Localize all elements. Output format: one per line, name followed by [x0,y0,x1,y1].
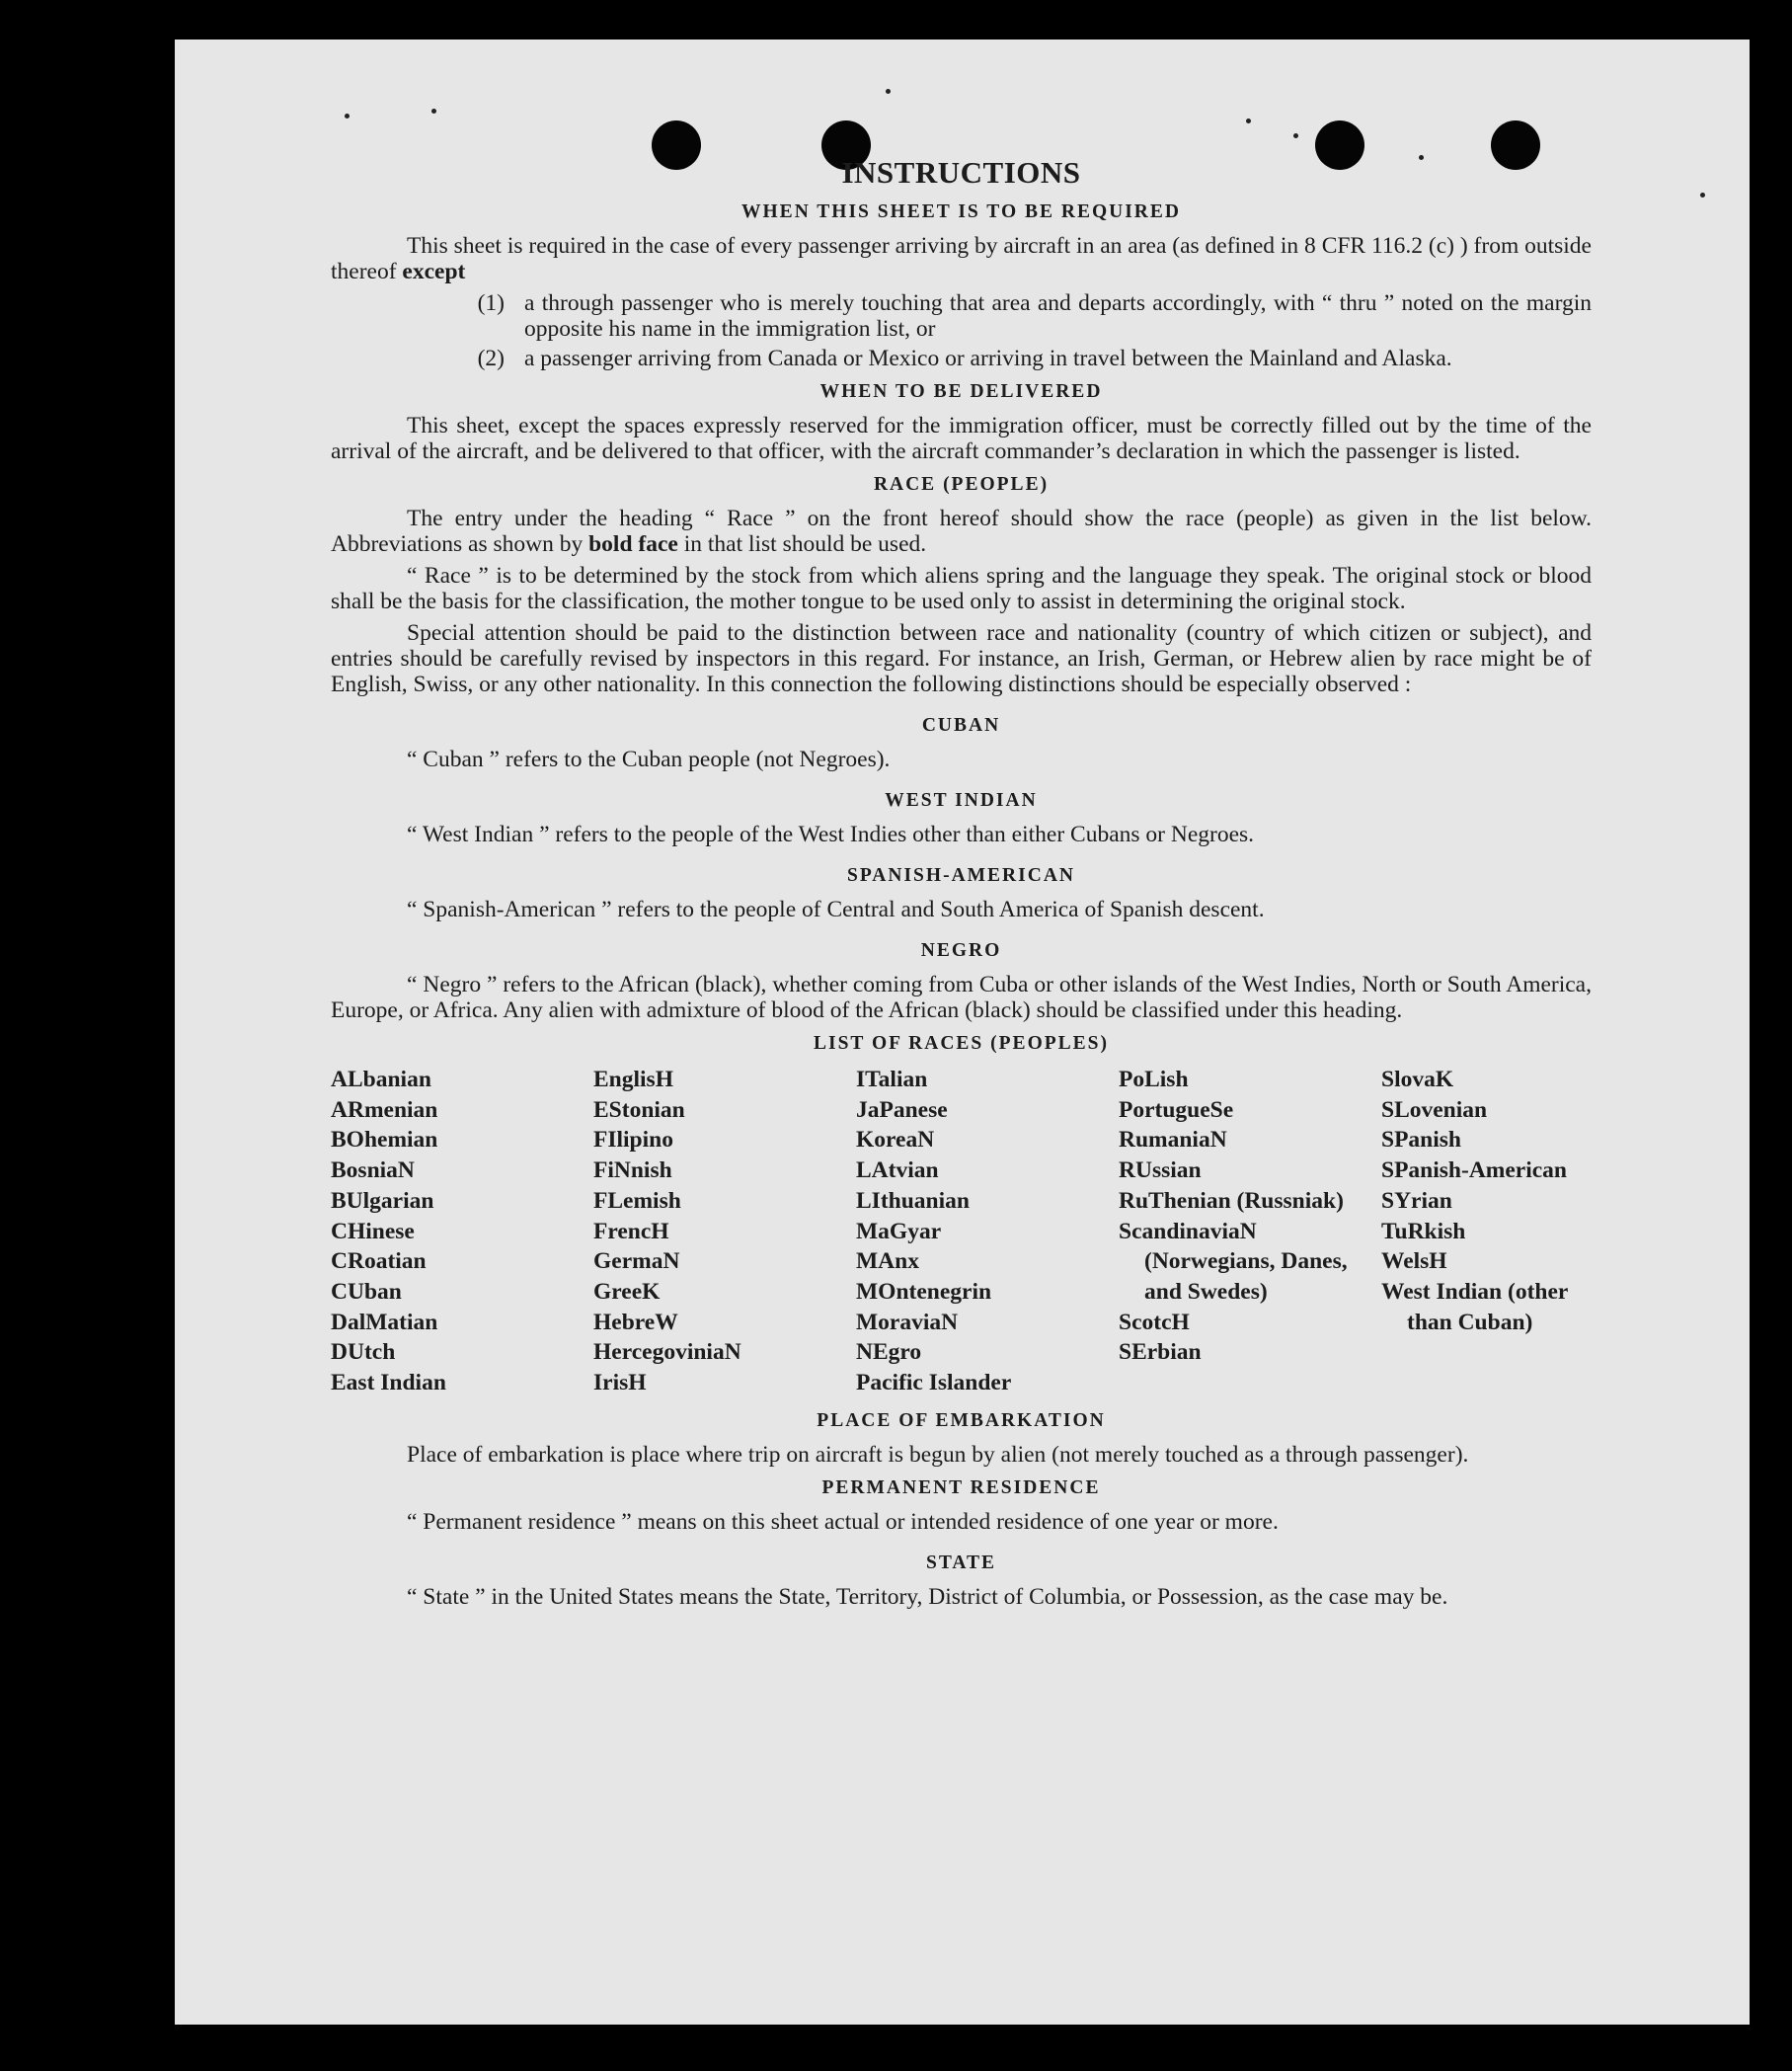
heading-list-of-races: LIST OF RACES (PEOPLES) [813,1033,1109,1054]
race-entry: ScandinaviaN (Norwegians, Danes, and Swedes) [1119,1218,1348,1305]
speck [1293,133,1298,138]
heading-spanish-american: SPANISH-AMERICAN [847,865,1075,886]
races-column [593,1065,856,1398]
race-entry: FIlipino [593,1127,673,1154]
race-entry: EStonian [593,1096,685,1123]
race-entry: BosniaN [331,1157,415,1184]
race-entry: NEgro [856,1339,922,1366]
page-title: INSTRUCTIONS [841,155,1081,190]
race-entry: West Indian (other than Cuban) [1381,1278,1568,1335]
race-entry: DalMatian [331,1309,438,1335]
paragraph: Place of embarkation is place where trip on aircraft is begun by alien (not merely touched as a through passenger). [407,1441,1469,1468]
paragraph: The entry under the heading “ Race ” on the front hereof should show the race (people) as given in the list below. Abbreviations as shown by bold face in that list should be used. [331,506,1592,557]
paragraph: “ State ” in the United States means the State, Territory, District of Columbia, or Possession, as the case may be. [407,1583,1448,1610]
heading-cuban: CUBAN [921,715,1001,736]
race-entry: BUlgarian [331,1187,434,1214]
race-entry: BOhemian [331,1127,438,1154]
race-entry: MOntenegrin [856,1278,992,1305]
paragraph: “ Negro ” refers to the African (black), whether coming from Cuba or other islands of the West Indies, North or South America, Europe, or Africa. Any alien with admixture of blood of the African (black) should be classified under this heading. [331,972,1592,1023]
race-entry: FrencH [593,1218,669,1244]
speck [345,114,350,119]
race-entry: LAtvian [856,1157,939,1184]
list-item: (2) a passenger arriving from Canada or Mexico or arriving in travel between the Mainland and Alaska. [477,346,1452,371]
race-entry: TuRkish [1381,1218,1466,1244]
race-entry: FiNnish [593,1157,672,1184]
races-column [331,1065,593,1398]
race-entry: CHinese [331,1218,415,1244]
races-column [1119,1065,1381,1398]
race-entry: PortugueSe [1119,1096,1234,1123]
race-entry: SPanish-American [1381,1157,1567,1184]
races-list [331,1065,1592,1398]
paragraph: “ West Indian ” refers to the people of the West Indies other than either Cubans or Negroes. [407,822,1255,847]
race-entry: IrisH [593,1370,647,1396]
race-entry: GermaN [593,1248,680,1275]
heading-race: RACE (PEOPLE) [873,474,1050,495]
race-entry: SYrian [1381,1187,1452,1214]
race-entry: SPanish [1381,1127,1461,1154]
race-entry: RUssian [1119,1157,1202,1184]
race-entry: ScotcH [1119,1309,1190,1335]
heading-when-delivered: WHEN TO BE DELIVERED [819,381,1103,402]
race-entry: HebreW [593,1309,678,1335]
paragraph: Special attention should be paid to the distinction between race and nationality (country of which citizen or subject), and entries should be carefully revised by inspectors in this regard. For instance, an Irish, German, or Hebrew alien by race might be of English, Swiss, or any other nationality. In this connection the following distinctions should be especially observed : [331,620,1592,697]
speck [1246,119,1251,123]
race-entry: ALbanian [331,1067,431,1092]
race-entry: RumaniaN [1119,1127,1227,1154]
race-entry: CRoatian [331,1248,427,1275]
race-entry: DUtch [331,1339,396,1366]
paragraph: “ Permanent residence ” means on this sheet actual or intended residence of one year or more. [407,1508,1279,1535]
race-entry: CUban [331,1278,402,1305]
race-entry: East Indian [331,1370,446,1396]
speck [431,109,436,114]
paragraph: “ Cuban ” refers to the Cuban people (not Negroes). [407,747,891,772]
race-entry: LIthuanian [856,1187,970,1214]
race-entry: MoraviaN [856,1309,959,1335]
paragraph: This sheet is required in the case of every passenger arriving by aircraft in an area (as defined in 8 CFR 116.2 (c) ) from outside thereof except [331,233,1592,284]
speck [1700,193,1705,198]
heading-permanent-residence: PERMANENT RESIDENCE [821,1476,1101,1498]
races-column [1381,1065,1592,1398]
race-entry: ARmenian [331,1096,438,1123]
race-entry: SLovenian [1381,1096,1488,1123]
heading-when-required: WHEN THIS SHEET IS TO BE REQUIRED [741,201,1181,222]
speck [886,89,891,94]
paragraph: This sheet, except the spaces expressly reserved for the immigration officer, must be correctly filled out by the time of the arrival of the aircraft, and be delivered to that officer, with the aircraft commander’s declaration in which the passenger is listed. [331,413,1592,464]
race-entry: KoreaN [856,1127,935,1154]
race-entry: JaPanese [856,1096,948,1123]
race-entry: Pacific Islander [856,1370,1012,1396]
race-entry: GreeK [593,1278,661,1305]
race-entry: SErbian [1119,1339,1202,1366]
race-entry: EnglisH [593,1067,673,1092]
heading-embarkation: PLACE OF EMBARKATION [817,1409,1106,1431]
race-entry: ITalian [856,1067,928,1092]
races-column [856,1065,1119,1398]
heading-west-indian: WEST INDIAN [885,790,1038,811]
list-item: (1) a through passenger who is merely touching that area and departs accordingly, with “ thru ” noted on the margin opposite his name in the immigration list, or [477,290,1592,342]
paragraph: “ Spanish-American ” refers to the people of Central and South America of Spanish descent. [407,897,1265,922]
race-entry: MAnx [856,1248,919,1275]
race-entry: SlovaK [1381,1067,1454,1092]
race-entry: RuThenian (Russniak) [1119,1187,1344,1214]
race-entry: FLemish [593,1187,681,1214]
paragraph: “ Race ” is to be determined by the stock from which aliens spring and the language they speak. The original stock or blood shall be the basis for the classification, the mother tongue to be used only to assist in determining the original stock. [331,563,1592,614]
race-entry: PoLish [1119,1067,1189,1092]
heading-negro: NEGRO [920,940,1002,961]
heading-state: STATE [925,1552,997,1573]
race-entry: HercegoviniaN [593,1339,741,1366]
instructions-text [331,148,1592,1616]
race-entry: WelsH [1381,1248,1447,1275]
race-entry: MaGyar [856,1218,942,1244]
